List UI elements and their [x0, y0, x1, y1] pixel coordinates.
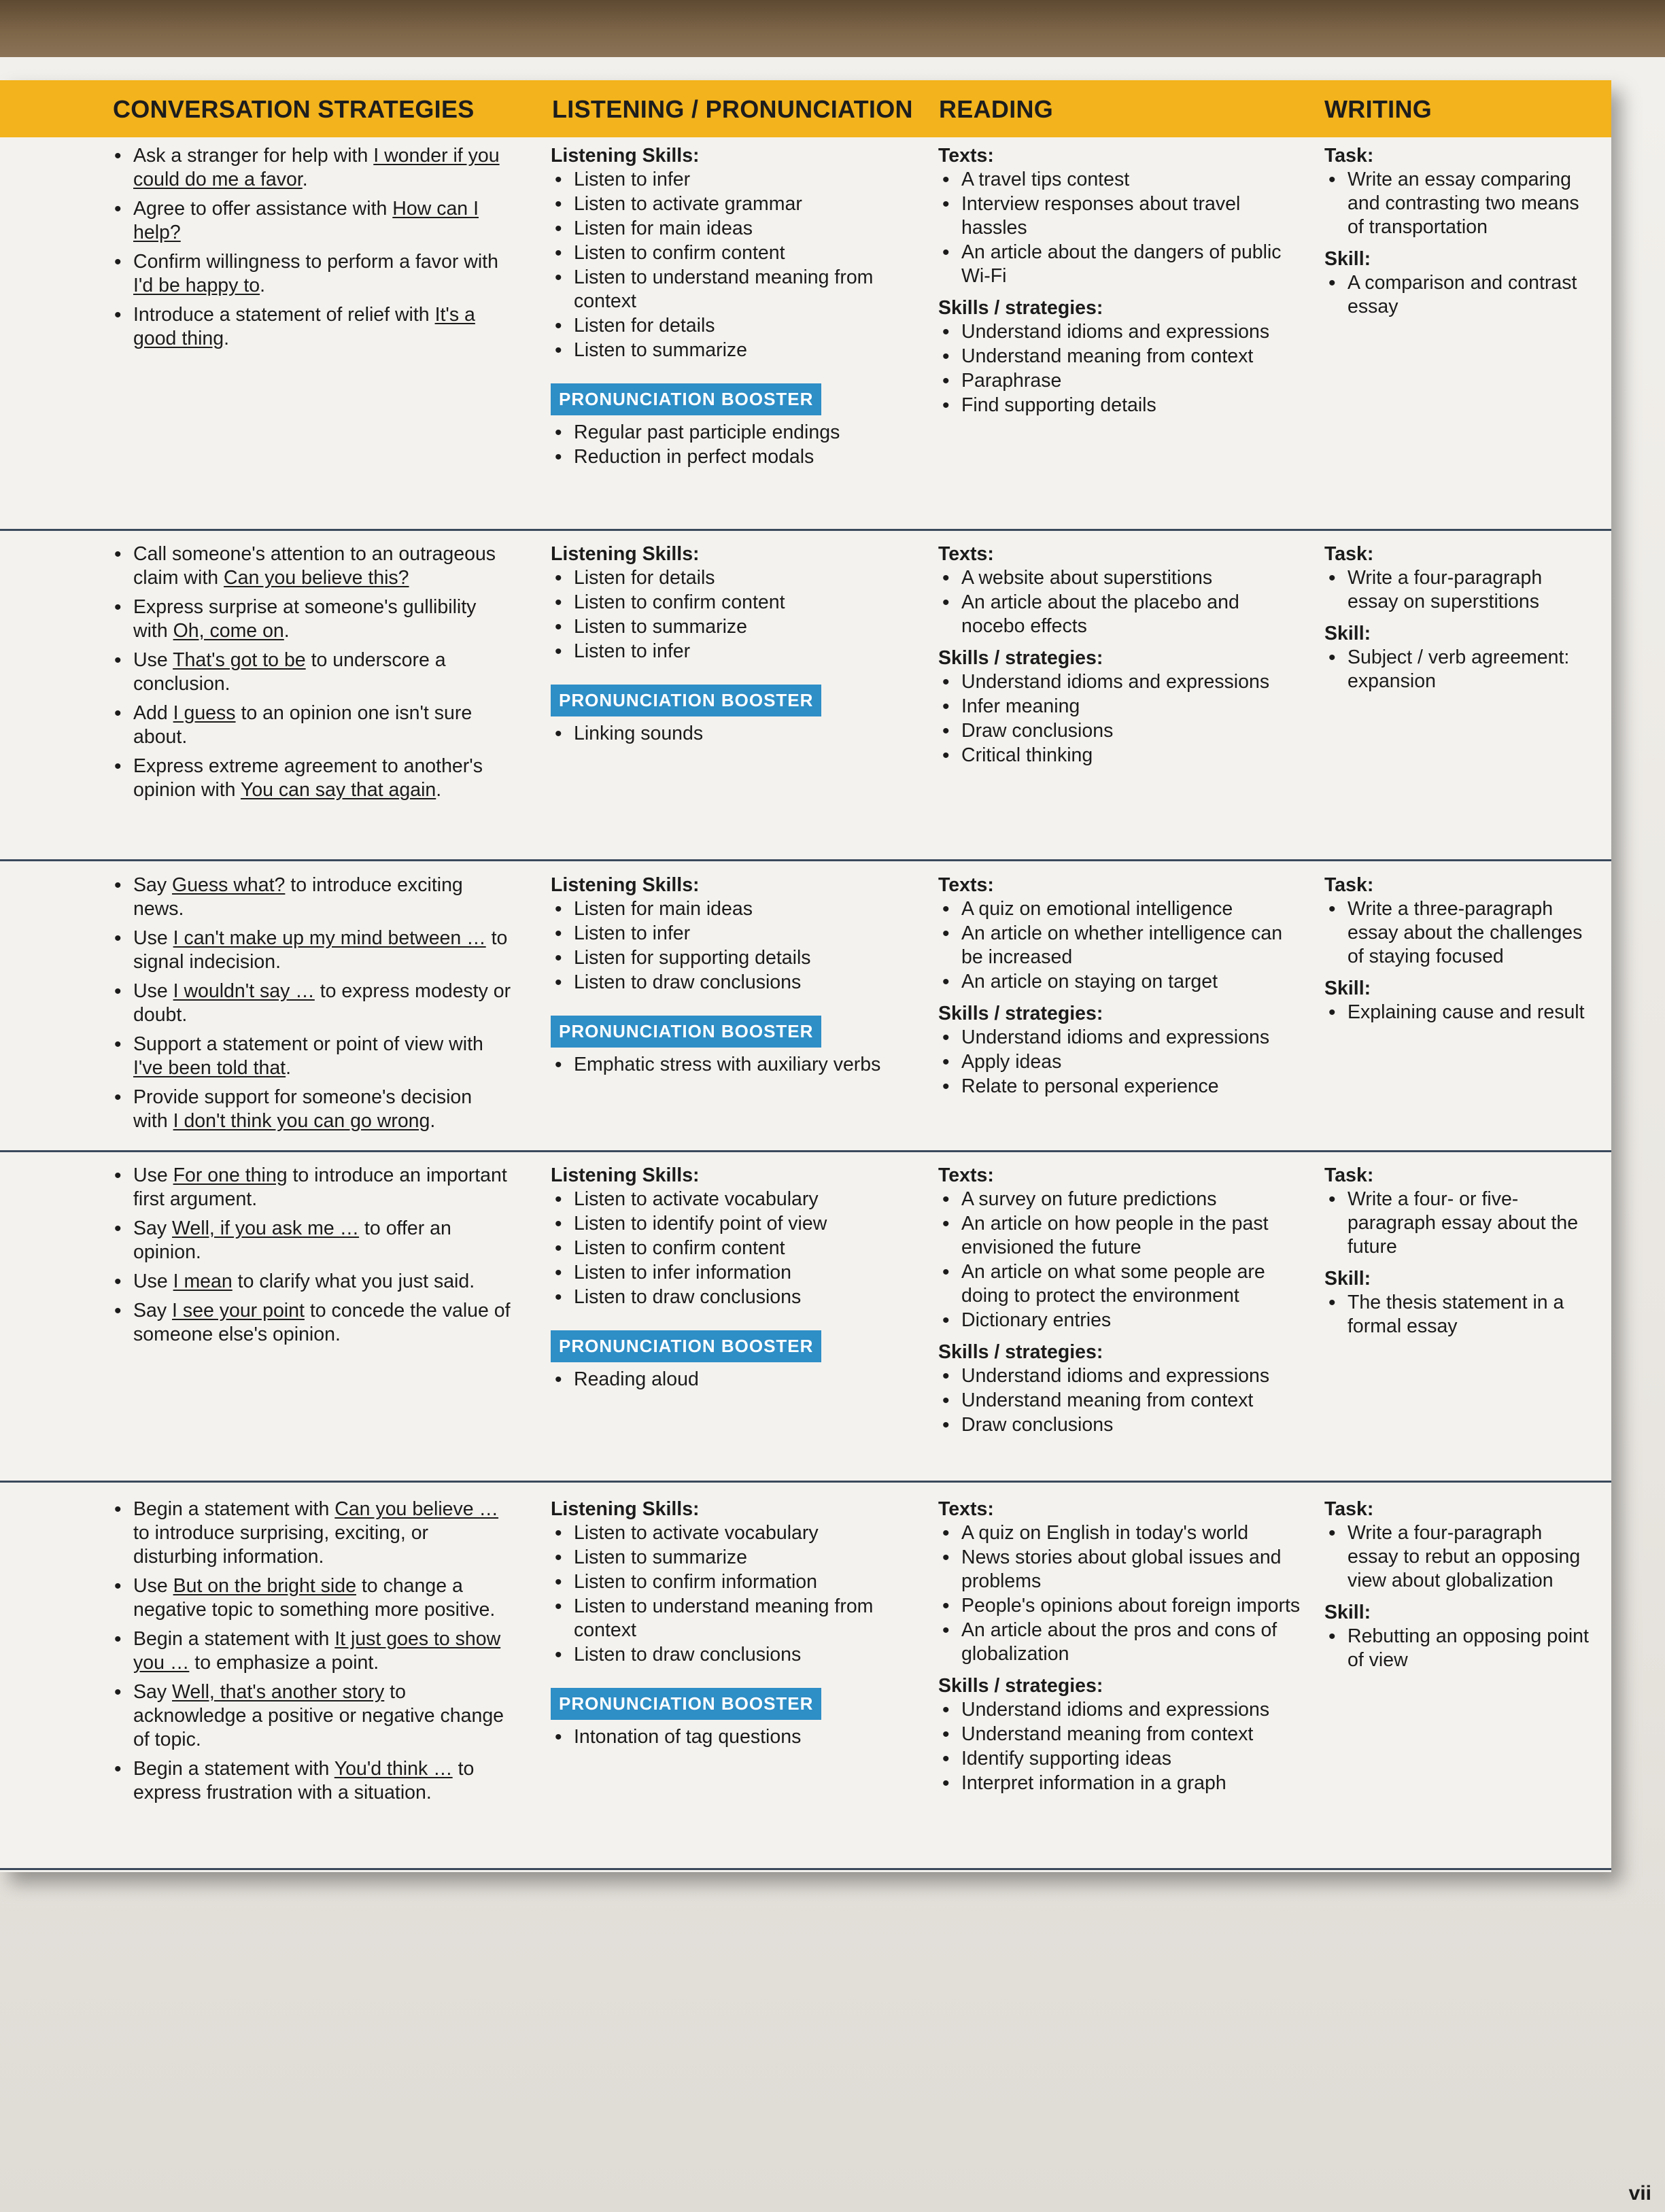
strategy-phrase: Well, if you ask me …: [172, 1217, 360, 1239]
listening-skills-label: Listening Skills:: [551, 874, 700, 896]
booster-item: • Reading aloud: [551, 1368, 921, 1392]
listening-skill: • Listen to infer: [551, 922, 921, 946]
strategy-text: Express surprise at someone's gullibility with: [133, 596, 477, 642]
reading-strategy-list: [938, 1698, 1305, 1795]
wood-strip: [0, 0, 1665, 57]
strategy-text: to express frustration with a situation.: [133, 1758, 475, 1803]
writing-cell: [1324, 542, 1596, 694]
strategy-text: .: [224, 328, 230, 349]
strategy-text: to express modesty or doubt.: [133, 980, 511, 1026]
strategy-phrase: I wonder if you could do me a favor: [133, 145, 500, 190]
strategy-phrase: Can you believe this?: [224, 567, 409, 589]
listening-skill: • Listen to draw conclusions: [551, 1285, 921, 1309]
listening-skill-list: [551, 566, 921, 663]
strategy-text: to change a negative topic to something more positive.: [133, 1575, 496, 1621]
writing-skill: • Rebutting an opposing point of view: [1324, 1625, 1596, 1672]
strategy-text: Use: [133, 980, 173, 1002]
reading-strategy: • Understand meaning from context: [938, 1389, 1305, 1413]
row-divider: [0, 1481, 1611, 1483]
conversation-strategies-cell: [110, 144, 511, 356]
strategy-item: [110, 1270, 511, 1294]
reading-strategy: • Understand idioms and expressions: [938, 670, 1305, 694]
reading-strategy: • Infer meaning: [938, 695, 1305, 719]
row-divider: [0, 1868, 1611, 1870]
strategy-phrase: I see your point: [172, 1300, 305, 1321]
strategy-phrase: I don't think you can go wrong: [173, 1110, 430, 1132]
writing-cell: [1324, 1498, 1596, 1673]
strategy-list: [110, 542, 511, 802]
texts-label: Texts:: [938, 145, 994, 167]
skill-list: [1324, 271, 1596, 319]
strategy-text: .: [286, 1057, 292, 1079]
skills-strategies-label: Skills / strategies:: [938, 1341, 1103, 1363]
reading-strategy: • Interpret information in a graph: [938, 1772, 1305, 1795]
strategy-item: [110, 702, 511, 749]
strategy-phrase: But on the bright side: [173, 1575, 356, 1597]
strategy-phrase: That's got to be: [173, 649, 306, 671]
strategy-item: [110, 1574, 511, 1622]
skill-list: [1324, 1291, 1596, 1338]
reading-text: • An article about the placebo and nocebo effects: [938, 591, 1305, 638]
reading-strategy-list: [938, 1026, 1305, 1099]
strategy-text: Say: [133, 1217, 173, 1239]
strategy-text: Agree to offer assistance with: [133, 198, 393, 220]
strategy-text: Use: [133, 1271, 173, 1292]
booster-item-list: [551, 421, 921, 469]
listening-skill: • Listen to summarize: [551, 1546, 921, 1570]
row-divider: [0, 859, 1611, 861]
reading-text: • Interview responses about travel hassles: [938, 192, 1305, 240]
conversation-strategies-cell: [110, 874, 511, 1139]
listening-skills-label: Listening Skills:: [551, 1498, 700, 1520]
strategy-text: Use: [133, 1575, 173, 1597]
task-label: Task:: [1324, 543, 1374, 565]
reading-text: • A website about superstitions: [938, 566, 1305, 590]
strategy-item: [110, 1299, 511, 1347]
strategy-phrase: You can say that again: [240, 779, 436, 801]
booster-item: • Reduction in perfect modals: [551, 445, 921, 469]
strategy-text: Call someone's attention to an outrageous claim with: [133, 543, 496, 589]
task-list: [1324, 897, 1596, 969]
texts-label: Texts:: [938, 874, 994, 896]
strategy-text: Introduce a statement of relief with: [133, 304, 435, 326]
strategy-item: [110, 649, 511, 696]
strategy-item: [110, 1164, 511, 1211]
strategy-text: to offer an opinion.: [133, 1217, 451, 1263]
listening-skill: • Listen for main ideas: [551, 217, 921, 241]
reading-strategy: • Critical thinking: [938, 744, 1305, 767]
listening-skill: • Listen to confirm content: [551, 591, 921, 615]
task-label: Task:: [1324, 874, 1374, 896]
strategy-item: [110, 980, 511, 1027]
reading-text-list: [938, 1188, 1305, 1332]
strategy-text: .: [284, 620, 290, 642]
strategy-item: [110, 1086, 511, 1133]
pronunciation-booster-badge: PRONUNCIATION BOOSTER: [551, 685, 821, 716]
reading-strategy: • Apply ideas: [938, 1050, 1305, 1074]
reading-strategy: • Find supporting details: [938, 394, 1305, 417]
strategy-text: Begin a statement with: [133, 1498, 335, 1520]
skill-label: Skill:: [1324, 623, 1371, 644]
strategy-item: [110, 303, 511, 351]
strategy-text: Add: [133, 702, 173, 724]
listening-skill: • Listen to activate grammar: [551, 192, 921, 216]
reading-text: • An article on staying on target: [938, 970, 1305, 994]
header-writing: WRITING: [1324, 95, 1432, 123]
strategy-phrase: For one thing: [173, 1164, 288, 1186]
strategy-item: [110, 1033, 511, 1080]
listening-skill-list: [551, 1521, 921, 1667]
strategy-text: Express extreme agreement to another's opinion with: [133, 755, 483, 801]
strategy-text: Say: [133, 1300, 173, 1321]
skill-label: Skill:: [1324, 1268, 1371, 1290]
writing-skill: • The thesis statement in a formal essay: [1324, 1291, 1596, 1338]
task-label: Task:: [1324, 145, 1374, 167]
strategy-item: [110, 1680, 511, 1752]
listening-skill: • Listen to confirm content: [551, 241, 921, 265]
reading-strategy: • Draw conclusions: [938, 1413, 1305, 1437]
strategy-text: .: [436, 779, 442, 801]
strategy-text: Support a statement or point of view with: [133, 1033, 483, 1055]
strategy-phrase: Guess what?: [172, 874, 286, 896]
header-conversation-strategies: CONVERSATION STRATEGIES: [113, 95, 475, 123]
listening-skill: • Listen for details: [551, 566, 921, 590]
skill-list: [1324, 1625, 1596, 1672]
header-listening-pronunciation: LISTENING / PRONUNCIATION: [552, 95, 913, 123]
task-label: Task:: [1324, 1498, 1374, 1520]
writing-task: • Write a four-paragraph essay to rebut an opposing view about globalization: [1324, 1521, 1596, 1593]
strategy-item: [110, 250, 511, 298]
strategy-list: [110, 874, 511, 1133]
strategy-list: [110, 1164, 511, 1347]
strategy-text: to underscore a conclusion.: [133, 649, 446, 695]
skills-strategies-label: Skills / strategies:: [938, 1675, 1103, 1697]
strategy-item: [110, 1217, 511, 1264]
listening-skill: • Listen for supporting details: [551, 946, 921, 970]
skills-strategies-label: Skills / strategies:: [938, 297, 1103, 319]
conversation-strategies-cell: [110, 542, 511, 808]
strategy-text: Use: [133, 649, 173, 671]
strategy-text: to emphasize a point.: [189, 1652, 379, 1674]
listening-skill: • Listen to infer: [551, 640, 921, 663]
reading-text: • An article on how people in the past envisioned the future: [938, 1212, 1305, 1260]
reading-text-list: [938, 1521, 1305, 1666]
strategy-phrase: I wouldn't say …: [173, 980, 315, 1002]
strategy-text: .: [302, 169, 308, 190]
listening-skill: • Listen to infer: [551, 168, 921, 192]
writing-skill: • A comparison and contrast essay: [1324, 271, 1596, 319]
task-label: Task:: [1324, 1164, 1374, 1186]
strategy-text: to clarify what you just said.: [232, 1271, 475, 1292]
reading-strategy: • Relate to personal experience: [938, 1075, 1305, 1099]
listening-skill: • Listen to confirm content: [551, 1237, 921, 1260]
listening-pronunciation-cell: [551, 874, 921, 1077]
booster-item: • Emphatic stress with auxiliary verbs: [551, 1053, 921, 1077]
strategy-phrase: Oh, come on: [173, 620, 284, 642]
listening-pronunciation-cell: [551, 542, 921, 746]
writing-task: • Write a four- or five-paragraph essay about the future: [1324, 1188, 1596, 1259]
listening-pronunciation-cell: [551, 1164, 921, 1392]
reading-text: • A travel tips contest: [938, 168, 1305, 192]
listening-skills-label: Listening Skills:: [551, 145, 700, 167]
reading-strategy-list: [938, 320, 1305, 417]
strategy-text: to an opinion one isn't sure about.: [133, 702, 473, 748]
booster-item: • Regular past participle endings: [551, 421, 921, 445]
pronunciation-booster-badge: PRONUNCIATION BOOSTER: [551, 1330, 821, 1362]
listening-skill-list: [551, 168, 921, 362]
reading-text: • A quiz on English in today's world: [938, 1521, 1305, 1545]
texts-label: Texts:: [938, 1164, 994, 1186]
skill-label: Skill:: [1324, 978, 1371, 999]
task-list: [1324, 566, 1596, 614]
strategy-item: [110, 144, 511, 192]
booster-item-list: [551, 1725, 921, 1749]
texts-label: Texts:: [938, 1498, 994, 1520]
strategy-text: Say: [133, 874, 173, 896]
writing-cell: [1324, 1164, 1596, 1339]
reading-strategy: • Understand idioms and expressions: [938, 1698, 1305, 1722]
listening-skill: • Listen to activate vocabulary: [551, 1188, 921, 1211]
booster-item: • Intonation of tag questions: [551, 1725, 921, 1749]
listening-skill: • Listen to understand meaning from context: [551, 1595, 921, 1642]
texts-label: Texts:: [938, 543, 994, 565]
skill-label: Skill:: [1324, 248, 1371, 270]
strategy-text: .: [430, 1110, 436, 1132]
reading-text: • An article on whether intelligence can be increased: [938, 922, 1305, 969]
listening-skill: • Listen to draw conclusions: [551, 1643, 921, 1667]
skills-strategies-label: Skills / strategies:: [938, 647, 1103, 669]
listening-skill: • Listen to confirm information: [551, 1570, 921, 1594]
row-divider: [0, 1150, 1611, 1152]
reading-cell: [938, 144, 1305, 418]
reading-text-list: [938, 168, 1305, 288]
reading-strategy: • Identify supporting ideas: [938, 1747, 1305, 1771]
column-header-bar: [0, 80, 1611, 137]
reading-strategy: • Understand idioms and expressions: [938, 1026, 1305, 1050]
header-reading: READING: [939, 95, 1054, 123]
writing-task: • Write an essay comparing and contrasting two means of transportation: [1324, 168, 1596, 239]
strategy-text: to acknowledge a positive or negative change of topic.: [133, 1681, 504, 1750]
writing-cell: [1324, 874, 1596, 1025]
reading-text-list: [938, 566, 1305, 638]
listening-skill: • Listen to activate vocabulary: [551, 1521, 921, 1545]
task-list: [1324, 168, 1596, 239]
writing-task: • Write a three-paragraph essay about the challenges of staying focused: [1324, 897, 1596, 969]
listening-skill: • Listen to understand meaning from context: [551, 266, 921, 313]
pronunciation-booster-badge: PRONUNCIATION BOOSTER: [551, 1688, 821, 1720]
reading-text: • A survey on future predictions: [938, 1188, 1305, 1211]
reading-cell: [938, 542, 1305, 768]
conversation-strategies-cell: [110, 1498, 511, 1810]
booster-item: • Linking sounds: [551, 722, 921, 746]
reading-text: • An article about the pros and cons of globalization: [938, 1619, 1305, 1666]
strategy-text: Ask a stranger for help with: [133, 145, 374, 167]
pronunciation-booster-badge: PRONUNCIATION BOOSTER: [551, 383, 821, 415]
writing-task: • Write a four-paragraph essay on superstitions: [1324, 566, 1596, 614]
reading-strategy: • Paraphrase: [938, 369, 1305, 393]
strategy-list: [110, 144, 511, 351]
strategy-item: [110, 874, 511, 921]
strategy-phrase: I've been told that: [133, 1057, 286, 1079]
strategy-text: Confirm willingness to perform a favor with: [133, 251, 498, 273]
listening-skill: • Listen for main ideas: [551, 897, 921, 921]
reading-strategy: • Understand idioms and expressions: [938, 1364, 1305, 1388]
reading-text: • An article about the dangers of public Wi-Fi: [938, 241, 1305, 288]
strategy-item: [110, 1757, 511, 1805]
strategy-phrase: It's a good thing: [133, 304, 475, 349]
strategy-phrase: Well, that's another story: [172, 1681, 385, 1703]
pronunciation-booster-badge: PRONUNCIATION BOOSTER: [551, 1016, 821, 1048]
listening-skill: • Listen to summarize: [551, 339, 921, 362]
strategy-phrase: Can you believe …: [334, 1498, 499, 1520]
strategy-phrase: I mean: [173, 1271, 233, 1292]
reading-text: • News stories about global issues and problems: [938, 1546, 1305, 1593]
listening-skill-list: [551, 1188, 921, 1309]
strategy-list: [110, 1498, 511, 1805]
listening-skill-list: [551, 897, 921, 995]
writing-cell: [1324, 144, 1596, 319]
listening-skill: • Listen to summarize: [551, 615, 921, 639]
listening-pronunciation-cell: [551, 1498, 921, 1750]
strategy-text: to introduce surprising, exciting, or disturbing information.: [133, 1522, 429, 1568]
strategy-item: [110, 542, 511, 590]
strategy-phrase: It just goes to show you …: [133, 1628, 501, 1674]
strategy-item: [110, 755, 511, 802]
strategy-text: to signal indecision.: [133, 927, 508, 973]
booster-item-list: [551, 1053, 921, 1077]
strategy-text: Use: [133, 1164, 173, 1186]
reading-strategy: • Understand idioms and expressions: [938, 320, 1305, 344]
strategy-item: [110, 1627, 511, 1675]
booster-item-list: [551, 1368, 921, 1392]
strategy-phrase: I guess: [173, 702, 236, 724]
skills-strategies-label: Skills / strategies:: [938, 1003, 1103, 1024]
skill-list: [1324, 646, 1596, 693]
strategy-text: Use: [133, 927, 173, 949]
strategy-text: to concede the value of someone else's opinion.: [133, 1300, 511, 1345]
strategy-phrase: I'd be happy to: [133, 275, 260, 296]
strategy-text: Provide support for someone's decision with: [133, 1086, 473, 1132]
reading-cell: [938, 874, 1305, 1099]
strategy-text: to introduce an important first argument.: [133, 1164, 507, 1210]
reading-text: • A quiz on emotional intelligence: [938, 897, 1305, 921]
reading-strategy-list: [938, 670, 1305, 767]
listening-pronunciation-cell: [551, 144, 921, 470]
strategy-text: Say: [133, 1681, 173, 1703]
strategy-text: to introduce exciting news.: [133, 874, 463, 920]
listening-skill: • Listen to draw conclusions: [551, 971, 921, 995]
reading-text: • Dictionary entries: [938, 1309, 1305, 1332]
row-divider: [0, 529, 1611, 531]
listening-skills-label: Listening Skills:: [551, 1164, 700, 1186]
strategy-text: Begin a statement with: [133, 1628, 335, 1650]
reading-text: • People's opinions about foreign imports: [938, 1594, 1305, 1618]
skill-list: [1324, 1001, 1596, 1024]
page-number: vii: [1628, 2182, 1651, 2205]
strategy-phrase: How can I help?: [133, 198, 479, 243]
strategy-item: [110, 1498, 511, 1569]
strategy-item: [110, 197, 511, 245]
task-list: [1324, 1521, 1596, 1593]
strategy-item: [110, 595, 511, 643]
task-list: [1324, 1188, 1596, 1259]
reading-text-list: [938, 897, 1305, 994]
listening-skill: • Listen to identify point of view: [551, 1212, 921, 1236]
strategy-phrase: You'd think …: [334, 1758, 453, 1780]
strategy-text: .: [260, 275, 266, 296]
reading-strategy-list: [938, 1364, 1305, 1437]
listening-skill: • Listen to infer information: [551, 1261, 921, 1285]
reading-strategy: • Understand meaning from context: [938, 345, 1305, 368]
strategy-item: [110, 927, 511, 974]
writing-skill: • Subject / verb agreement: expansion: [1324, 646, 1596, 693]
reading-strategy: • Draw conclusions: [938, 719, 1305, 743]
strategy-phrase: I can't make up my mind between …: [173, 927, 486, 949]
reading-cell: [938, 1498, 1305, 1796]
reading-strategy: • Understand meaning from context: [938, 1723, 1305, 1746]
reading-cell: [938, 1164, 1305, 1438]
skill-label: Skill:: [1324, 1602, 1371, 1623]
conversation-strategies-cell: [110, 1164, 511, 1352]
strategy-text: Begin a statement with: [133, 1758, 334, 1780]
writing-skill: • Explaining cause and result: [1324, 1001, 1596, 1024]
listening-skills-label: Listening Skills:: [551, 543, 700, 565]
reading-text: • An article on what some people are doing to protect the environment: [938, 1260, 1305, 1308]
booster-item-list: [551, 722, 921, 746]
listening-skill: • Listen for details: [551, 314, 921, 338]
